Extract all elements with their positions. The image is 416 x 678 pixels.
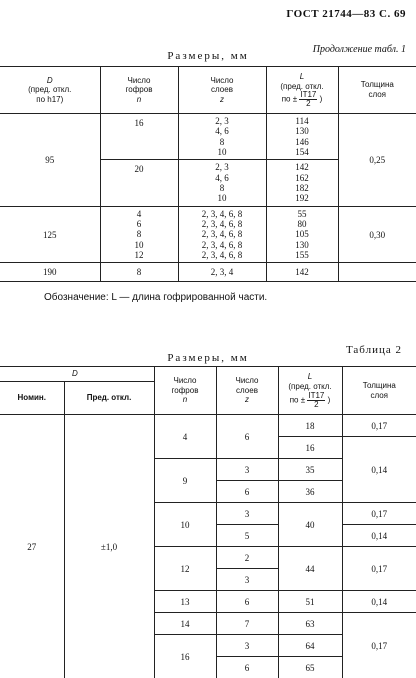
t1-head-l xyxy=(266,67,338,114)
t2-t-cell: 0,17 xyxy=(342,613,416,678)
t2-t-cell: 0,14 xyxy=(342,525,416,547)
t1-head-d xyxy=(0,67,100,114)
t1-row-190 xyxy=(0,263,416,282)
t1-l-cell: 55 80 105 130 155 xyxy=(266,206,338,263)
table2-label: Таблица 2 xyxy=(346,344,402,356)
t2-header-row-1 xyxy=(0,367,416,382)
t1-n-sym: n xyxy=(137,95,141,104)
t2-l-cell: 64 xyxy=(278,635,342,657)
t2-z-cell: 6 xyxy=(216,481,278,503)
table2-title: Размеры, мм xyxy=(0,352,416,364)
t1-t-cell: 0,30 xyxy=(338,206,416,263)
t2-l-cell: 36 xyxy=(278,481,342,503)
t2-n-cell: 16 xyxy=(154,635,216,678)
t2-n-cell: 12 xyxy=(154,547,216,591)
t2-l-cell: 51 xyxy=(278,591,342,613)
t1-z-sym: z xyxy=(220,95,224,104)
t1-d-label: D xyxy=(47,76,53,85)
table2 xyxy=(0,366,416,678)
t2-t-cell: 0,17 xyxy=(342,503,416,525)
t2-l-sub: (пред. откл. xyxy=(288,382,331,391)
t1-head-n xyxy=(100,67,178,114)
t2-l-frac-den: 2 xyxy=(307,401,325,409)
table1-header-row xyxy=(0,67,416,114)
t1-t-cell: 0,25 xyxy=(338,114,416,207)
t1-l-cell: 114 130 146 154 xyxy=(266,114,338,160)
t1-n-cell: 20 xyxy=(100,160,178,206)
t2-t-label2: слоя xyxy=(370,391,388,400)
t2-t-cell: 0,17 xyxy=(342,547,416,591)
t1-row-95-16 xyxy=(0,114,416,160)
t2-z-cell: 6 xyxy=(216,591,278,613)
table1-note: Обозначение: L — длина гофрированной части. xyxy=(44,292,267,303)
t2-head-nom: Номин. xyxy=(0,382,64,415)
t2-z-sym: z xyxy=(245,395,249,404)
t2-head-dev: Пред. откл. xyxy=(64,382,154,415)
t2-n-cell: 10 xyxy=(154,503,216,547)
t1-row-125 xyxy=(0,206,416,263)
t1-l-sub: (пред. откл. xyxy=(280,82,323,91)
t1-l-close: ) xyxy=(320,95,323,104)
t1-head-t xyxy=(338,67,416,114)
t2-nom-cell: 27 xyxy=(0,415,64,678)
t1-n-cell: 4 6 8 10 12 xyxy=(100,206,178,263)
t2-head-t xyxy=(342,367,416,415)
t1-d-cell: 125 xyxy=(0,206,100,263)
t2-z-label2: слоев xyxy=(236,386,258,395)
t2-l-sub2: по ± xyxy=(290,395,305,404)
page-header: ГОСТ 21744—83 С. 69 xyxy=(286,8,406,20)
t2-n-cell: 13 xyxy=(154,591,216,613)
t2-l-cell: 40 xyxy=(278,503,342,547)
t2-head-l xyxy=(278,367,342,415)
t1-z-cell: 2, 3, 4 xyxy=(178,263,266,282)
t1-d-cell: 95 xyxy=(0,114,100,207)
t2-n-cell: 14 xyxy=(154,613,216,635)
t1-n-label: Число xyxy=(127,76,150,85)
t2-head-d xyxy=(0,367,154,382)
t2-l-cell: 35 xyxy=(278,459,342,481)
t2-z-label: Число xyxy=(235,376,258,385)
t2-row xyxy=(0,415,416,437)
t2-n-label: Число xyxy=(173,376,196,385)
t2-l-cell: 18 xyxy=(278,415,342,437)
t2-z-cell: 6 xyxy=(216,657,278,678)
t2-l-cell: 63 xyxy=(278,613,342,635)
t2-t-cell: 0,17 xyxy=(342,415,416,437)
t1-z-cell: 2, 3 4, 6 8 10 xyxy=(178,114,266,160)
t1-n-cell: 8 xyxy=(100,263,178,282)
t2-n-cell: 9 xyxy=(154,459,216,503)
t2-t-cell: 0,14 xyxy=(342,437,416,503)
t2-dev-cell: ±1,0 xyxy=(64,415,154,678)
t1-d-sub: (пред. откл. xyxy=(28,85,71,94)
t1-l-frac-num: IT17 xyxy=(299,91,317,100)
t1-n-cell: 16 xyxy=(100,114,178,160)
t2-z-cell: 6 xyxy=(216,415,278,459)
t1-n-label2: гофров xyxy=(126,85,153,94)
t1-z-label: Число xyxy=(210,76,233,85)
t1-z-cell: 2, 3 4, 6 8 10 xyxy=(178,160,266,206)
t2-l-cell: 16 xyxy=(278,437,342,459)
t2-z-cell: 3 xyxy=(216,569,278,591)
t2-n-sym: n xyxy=(183,395,187,404)
t2-l-cell: 65 xyxy=(278,657,342,678)
t2-head-n xyxy=(154,367,216,415)
t1-head-z xyxy=(178,67,266,114)
t2-z-cell: 3 xyxy=(216,459,278,481)
t2-l-label: L xyxy=(308,372,312,381)
t2-l-frac-num: IT17 xyxy=(307,392,325,401)
t1-d-cell: 190 xyxy=(0,263,100,282)
t2-z-cell: 2 xyxy=(216,547,278,569)
t1-l-fraction xyxy=(299,91,317,108)
t2-d-label: D xyxy=(72,369,78,378)
t2-n-label2: гофров xyxy=(172,386,199,395)
t2-z-cell: 3 xyxy=(216,503,278,525)
t2-l-close: ) xyxy=(328,395,331,404)
t1-l-frac-den: 2 xyxy=(299,100,317,108)
t1-d-sub2: по h17) xyxy=(36,95,63,104)
t1-l-cell: 142 xyxy=(266,263,338,282)
t2-l-fraction xyxy=(307,392,325,409)
t1-t-label: Толщина xyxy=(361,80,394,89)
t1-l-label: L xyxy=(300,72,304,81)
t2-n-cell: 4 xyxy=(154,415,216,459)
t1-t-cell xyxy=(338,263,416,282)
table1-title: Размеры, мм xyxy=(0,50,416,62)
t2-z-cell: 5 xyxy=(216,525,278,547)
t1-l-sub2: по ± xyxy=(282,95,297,104)
table1 xyxy=(0,66,416,282)
t2-l-cell: 44 xyxy=(278,547,342,591)
t1-z-label2: слоев xyxy=(211,85,233,94)
t2-t-label: Толщина xyxy=(363,381,396,390)
t1-t-label2: слоя xyxy=(368,90,386,99)
continuation-label: Продолжение табл. 1 xyxy=(313,44,406,55)
t1-z-cell: 2, 3, 4, 6, 8 2, 3, 4, 6, 8 2, 3, 4, 6, 8 2, 3, 4, 6, 8 2, 3, 4, 6, 8 xyxy=(178,206,266,263)
t2-t-cell: 0,14 xyxy=(342,591,416,613)
t2-z-cell: 7 xyxy=(216,613,278,635)
t2-head-z xyxy=(216,367,278,415)
t1-l-cell: 142 162 182 192 xyxy=(266,160,338,206)
t2-z-cell: 3 xyxy=(216,635,278,657)
